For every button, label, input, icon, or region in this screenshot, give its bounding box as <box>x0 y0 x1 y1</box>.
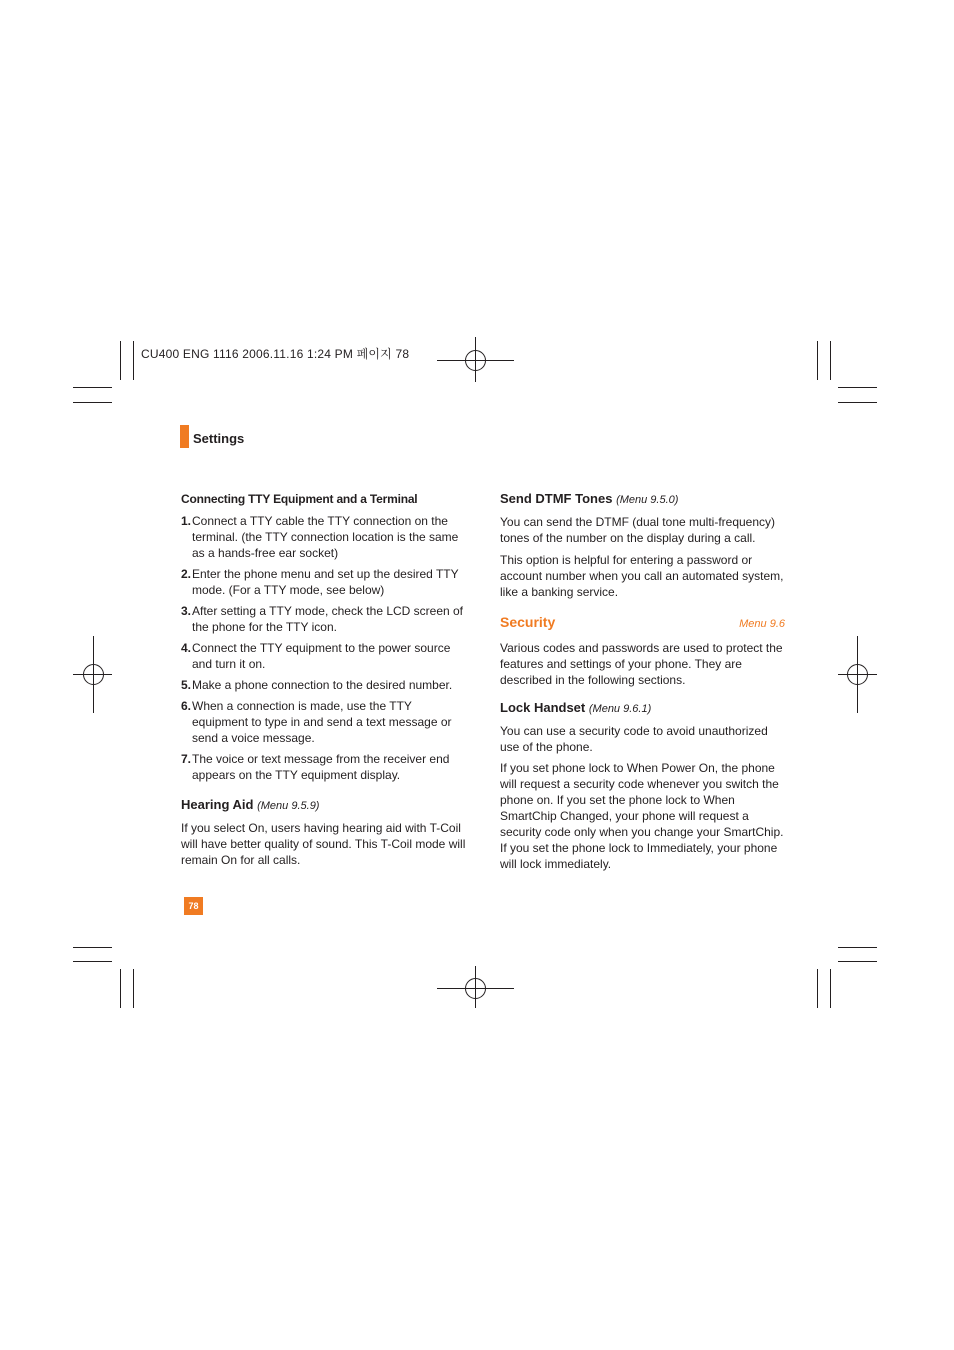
list-item: 3. After setting a TTY mode, check the LCD screen of the phone for the TTY icon. <box>181 604 464 634</box>
list-item: 7. The voice or text message from the receiver end appears on the TTY equipment display. <box>181 752 450 782</box>
lock-handset-body-2: If you set phone lock to When Power On, the phone will request a security code whenever you switch the phone on. If you set the phone lock to When SmartChip Changed, your phone will request a security code only when you change your SmartChip. If you set the phone lock to Immediately, your phone will lock immediately. <box>500 761 784 871</box>
list-item: 2. Enter the phone menu and set up the desired TTY mode. (For a TTY mode, see below) <box>181 567 459 597</box>
dtmf-body-1: You can send the DTMF (dual tone multi-frequency) tones of the number on the display during a call. <box>500 515 776 545</box>
list-item: 6. When a connection is made, use the TTY equipment to type in and send a text message or send a voice message. <box>181 699 452 745</box>
dtmf-menu: (Menu 9.5.0) <box>616 494 679 506</box>
print-slug: CU400 ENG 1116 2006.11.16 1:24 PM 페이지 78 <box>141 347 410 361</box>
right-column <box>500 491 785 872</box>
list-item: 5. Make a phone connection to the desired number. <box>181 678 453 692</box>
security-menu: Menu 9.6 <box>739 618 785 630</box>
section-title: Settings <box>193 431 245 446</box>
dtmf-body-2: This option is helpful for entering a password or account number when you call an automated system, like a banking service. <box>500 553 784 599</box>
hearing-aid-heading: Hearing Aid (Menu 9.5.9) <box>181 797 320 812</box>
left-column <box>181 491 469 868</box>
tty-steps <box>181 513 469 783</box>
security-heading <box>500 614 785 632</box>
lock-handset-body-1: You can use a security code to avoid unauthorized use of the phone. <box>500 724 768 754</box>
dtmf-heading: Send DTMF Tones (Menu 9.5.0) <box>500 491 679 506</box>
hearing-aid-body: If you select On, users having hearing aid with T-Coil will have better quality of sound. This T-Coil mode will remain On for all calls. <box>181 821 466 867</box>
hearing-aid-menu: (Menu 9.5.9) <box>257 800 320 812</box>
list-item: 1. Connect a TTY cable the TTY connection on the terminal. (the TTY connection location is the same as a hands-free ear socket) <box>181 514 459 560</box>
section-marker <box>180 425 189 448</box>
lock-handset-heading: Lock Handset (Menu 9.6.1) <box>500 700 652 715</box>
security-title: Security <box>500 614 556 630</box>
list-item: 4. Connect the TTY equipment to the power source and turn it on. <box>181 641 451 671</box>
page-number: 78 <box>184 897 203 915</box>
security-body: Various codes and passwords are used to protect the features and settings of your phone. They are described in the following sections. <box>500 641 783 687</box>
lock-handset-menu: (Menu 9.6.1) <box>588 703 652 715</box>
tty-heading: Connecting TTY Equipment and a Terminal <box>181 492 418 506</box>
